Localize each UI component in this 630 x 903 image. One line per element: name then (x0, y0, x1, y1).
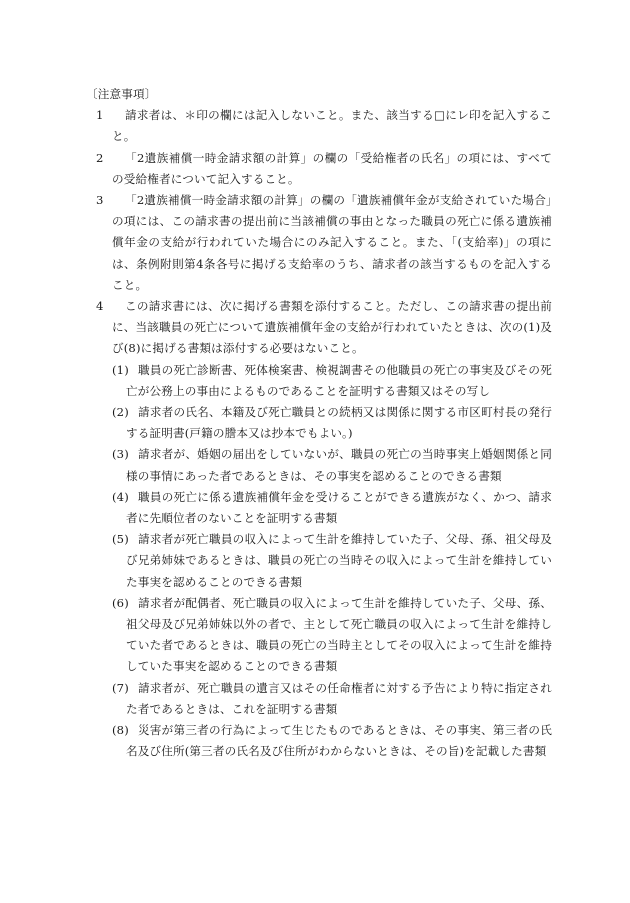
note-number: 1 (96, 108, 104, 123)
attachment-text: 請求者が、死亡職員の遺言又はその任命権者に対する予告により特に指定された者であるときは、これを証明する書類 (126, 680, 552, 716)
attachment-text: 災害が第三者の行為によって生じたものであるときは、その事実、第三者の氏名及び住所(第三者の氏名及び住所がわからないときは、その旨)を記載した書類 (126, 723, 552, 759)
note-item-1 (86, 105, 552, 147)
note-text: この請求書には、次に掲げる書類を添付すること。ただし、この請求書の提出前に、当該職員の死亡について遺族補償年金の支給が行われていたときは、次の(1)及び(8)に掲げる書類は添付する必要はないこと。 (112, 299, 552, 356)
note-item-3 (86, 190, 552, 296)
attachment-item-1 (86, 360, 552, 402)
note-number: 2 (96, 150, 104, 165)
attachment-text: 職員の死亡に係る遺族補償年金を受けることができる遺族がなく、かつ、請求者に先順位者のないことを証明する書類 (126, 489, 552, 526)
note-text: 「2遺族補償一時金請求額の計算」の欄の「遺族補償年金が支給されていた場合」の項には、この請求書の提出前に当該補償の事由となった職員の死亡に係る遺族補償年金の支給が行われていた場合にのみ記入すること。また、「(支給率)」の項には、条例附則第4条各号に掲げる支給率のうち、請求者の該当するものを記入すること。 (112, 193, 552, 292)
attachment-number: (5) (112, 532, 129, 547)
attachment-item-6 (86, 593, 552, 678)
attachment-item-5 (86, 529, 552, 593)
attachment-item-7 (86, 678, 552, 720)
note-number: 4 (96, 299, 104, 314)
attachment-item-2 (86, 402, 552, 444)
notes-heading: 〔注意事項〕 (86, 87, 157, 101)
notes-document (86, 84, 552, 763)
attachment-number: (1) (112, 362, 129, 377)
attachment-text: 請求者が、婚姻の届出をしていないが、職員の死亡の当時事実上婚姻関係と同様の事情にあった者であるときは、その事実を認めることのできる書類 (126, 447, 552, 483)
attachment-number: (4) (112, 489, 129, 504)
attachment-number: (7) (112, 680, 129, 695)
attachment-number: (8) (112, 723, 129, 738)
attachment-item-4 (86, 487, 552, 529)
attachment-item-3 (86, 444, 552, 486)
attachment-text: 職員の死亡診断書、死体検案書、検視調書その他職員の死亡の事実及びその死亡が公務上の事由によるものであることを証明する書類又はその写し (126, 362, 552, 398)
attachment-number: (6) (112, 595, 129, 610)
note-number: 3 (96, 193, 104, 208)
note-item-4 (86, 296, 552, 360)
attachment-item-8 (86, 720, 552, 762)
attachment-number: (3) (112, 447, 129, 462)
attachment-text: 請求者が死亡職員の収入によって生計を維持していた子、父母、孫、祖父母及び兄弟姉妹であるときは、職員の死亡の当時その収入によって生計を維持していた事実を認めることのできる書類 (126, 532, 552, 589)
note-text: 請求者は、＊印の欄には記入しないこと。また、該当する□にレ印を記入すること。 (112, 108, 552, 144)
note-item-2 (86, 148, 552, 190)
attachment-text: 請求者の氏名、本籍及び死亡職員との続柄又は関係に関する市区町村長の発行する証明書(戸籍の謄本又は抄本でもよい。) (126, 405, 552, 441)
attachment-number: (2) (112, 405, 129, 420)
note-text: 「2遺族補償一時金請求額の計算」の欄の「受給権者の氏名」の項には、すべての受給権者について記入すること。 (112, 150, 552, 186)
attachment-text: 請求者が配偶者、死亡職員の収入によって生計を維持していた子、父母、孫、祖父母及び兄弟姉妹以外の者で、主として死亡職員の収入によって生計を維持していた者であるときは、職員の死亡の当時主としてその収入によって生計を維持していた事実を認めることのできる書類 (126, 595, 552, 674)
